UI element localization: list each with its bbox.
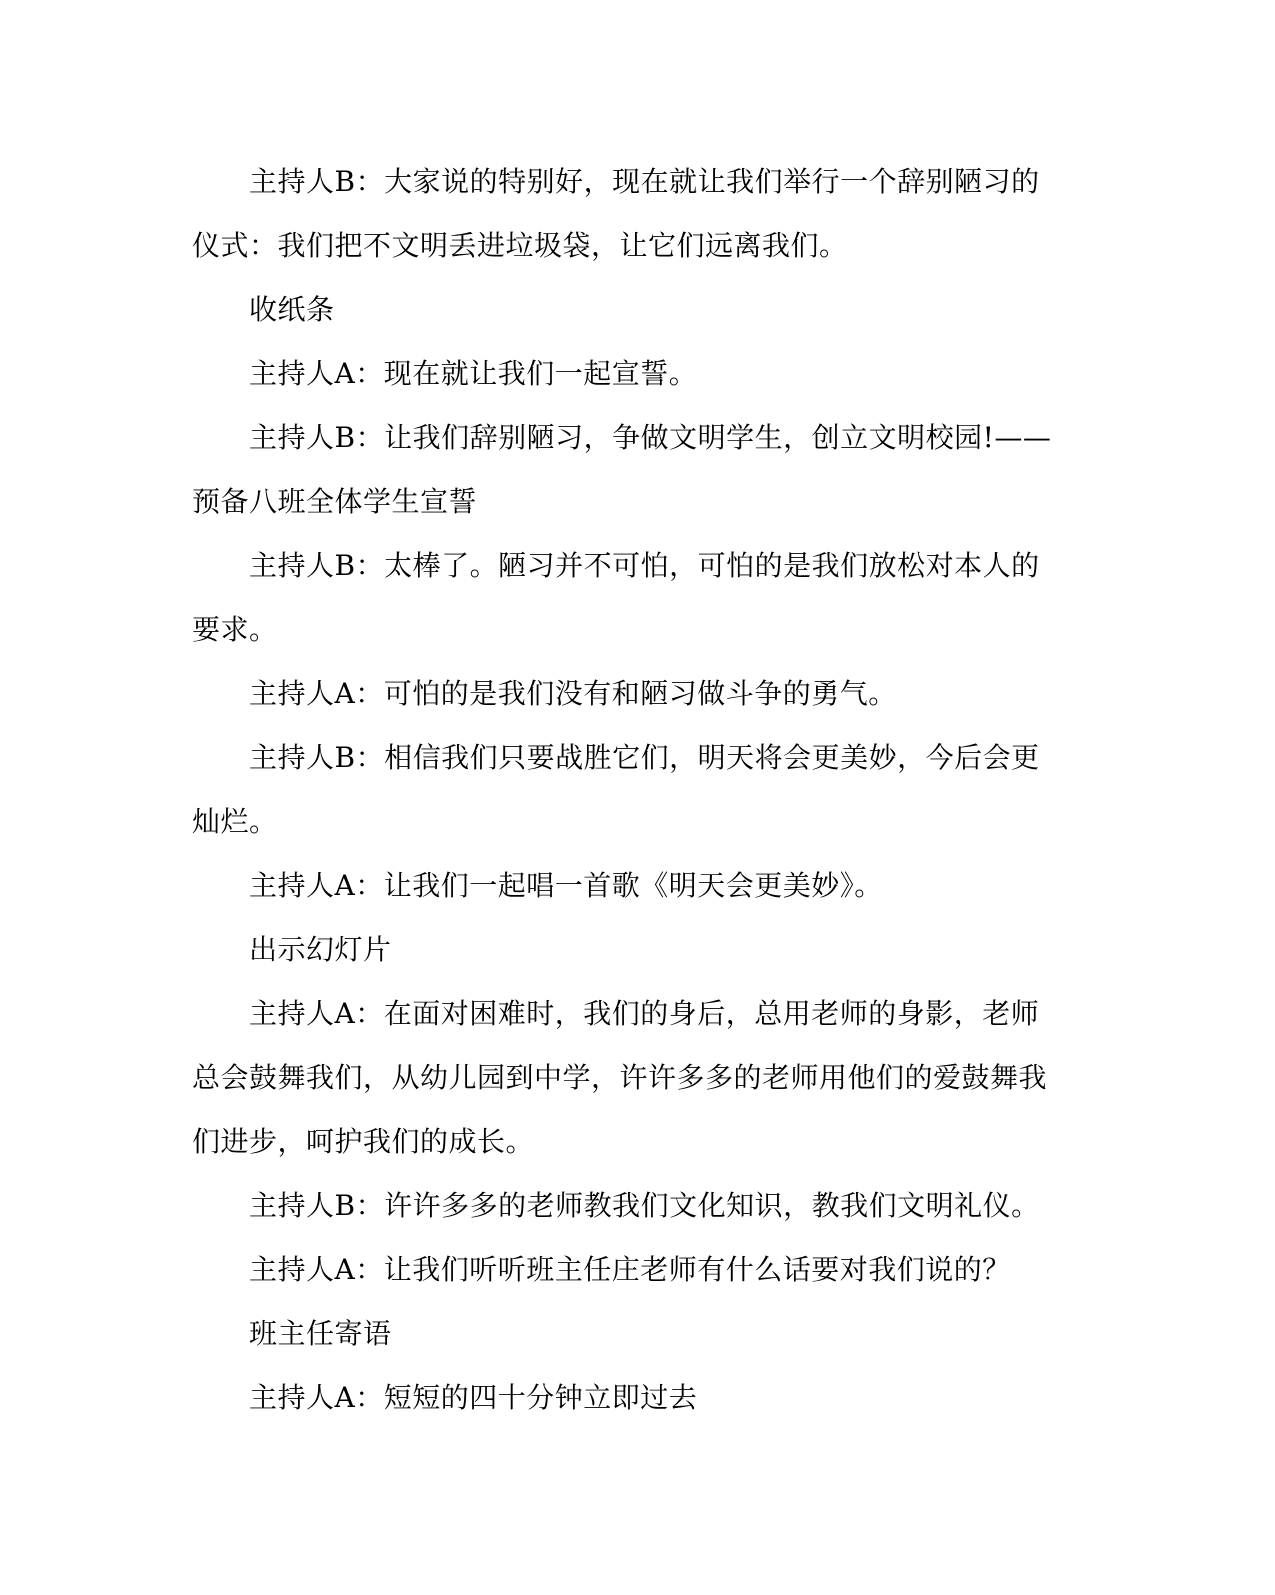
paragraph: 主持人B：大家说的特别好，现在就让我们举行一个辞别陋习的仪式：我们把不文明丢进垃圾袋，让它们远离我们。 [192, 165, 1040, 262]
paragraph: 主持人A：现在就让我们一起宣誓。 [249, 357, 698, 390]
paragraph: 主持人B：相信我们只要战胜它们，明天将会更美妙，今后会更灿烂。 [192, 741, 1040, 838]
paragraph: 主持人B：太棒了。陋习并不可怕，可怕的是我们放松对本人的要求。 [192, 549, 1040, 646]
paragraph: 主持人A：让我们听听班主任庄老师有什么话要对我们说的？ [249, 1253, 1011, 1286]
paragraph: 主持人A：让我们一起唱一首歌《明天会更美妙》。 [249, 869, 883, 902]
paragraph: 出示幻灯片 [249, 933, 392, 966]
paragraph: 主持人B：让我们辞别陋习，争做文明学生，创立文明校园!——预备八班全体学生宣誓 [192, 421, 1052, 518]
paragraph: 班主任寄语 [249, 1317, 392, 1350]
paragraph: 收纸条 [249, 293, 335, 326]
paragraph: 主持人A：短短的四十分钟立即过去 [249, 1381, 698, 1414]
paragraph: 主持人B：许许多多的老师教我们文化知识，教我们文明礼仪。 [249, 1189, 1040, 1222]
paragraph: 主持人A：在面对困难时，我们的身后，总用老师的身影，老师总会鼓舞我们，从幼儿园到中学，许许多多的老师用他们的爱鼓舞我们进步，呵护我们的成长。 [192, 997, 1048, 1158]
document-body [192, 150, 1052, 1430]
paragraph: 主持人A：可怕的是我们没有和陋习做斗争的勇气。 [249, 677, 897, 710]
